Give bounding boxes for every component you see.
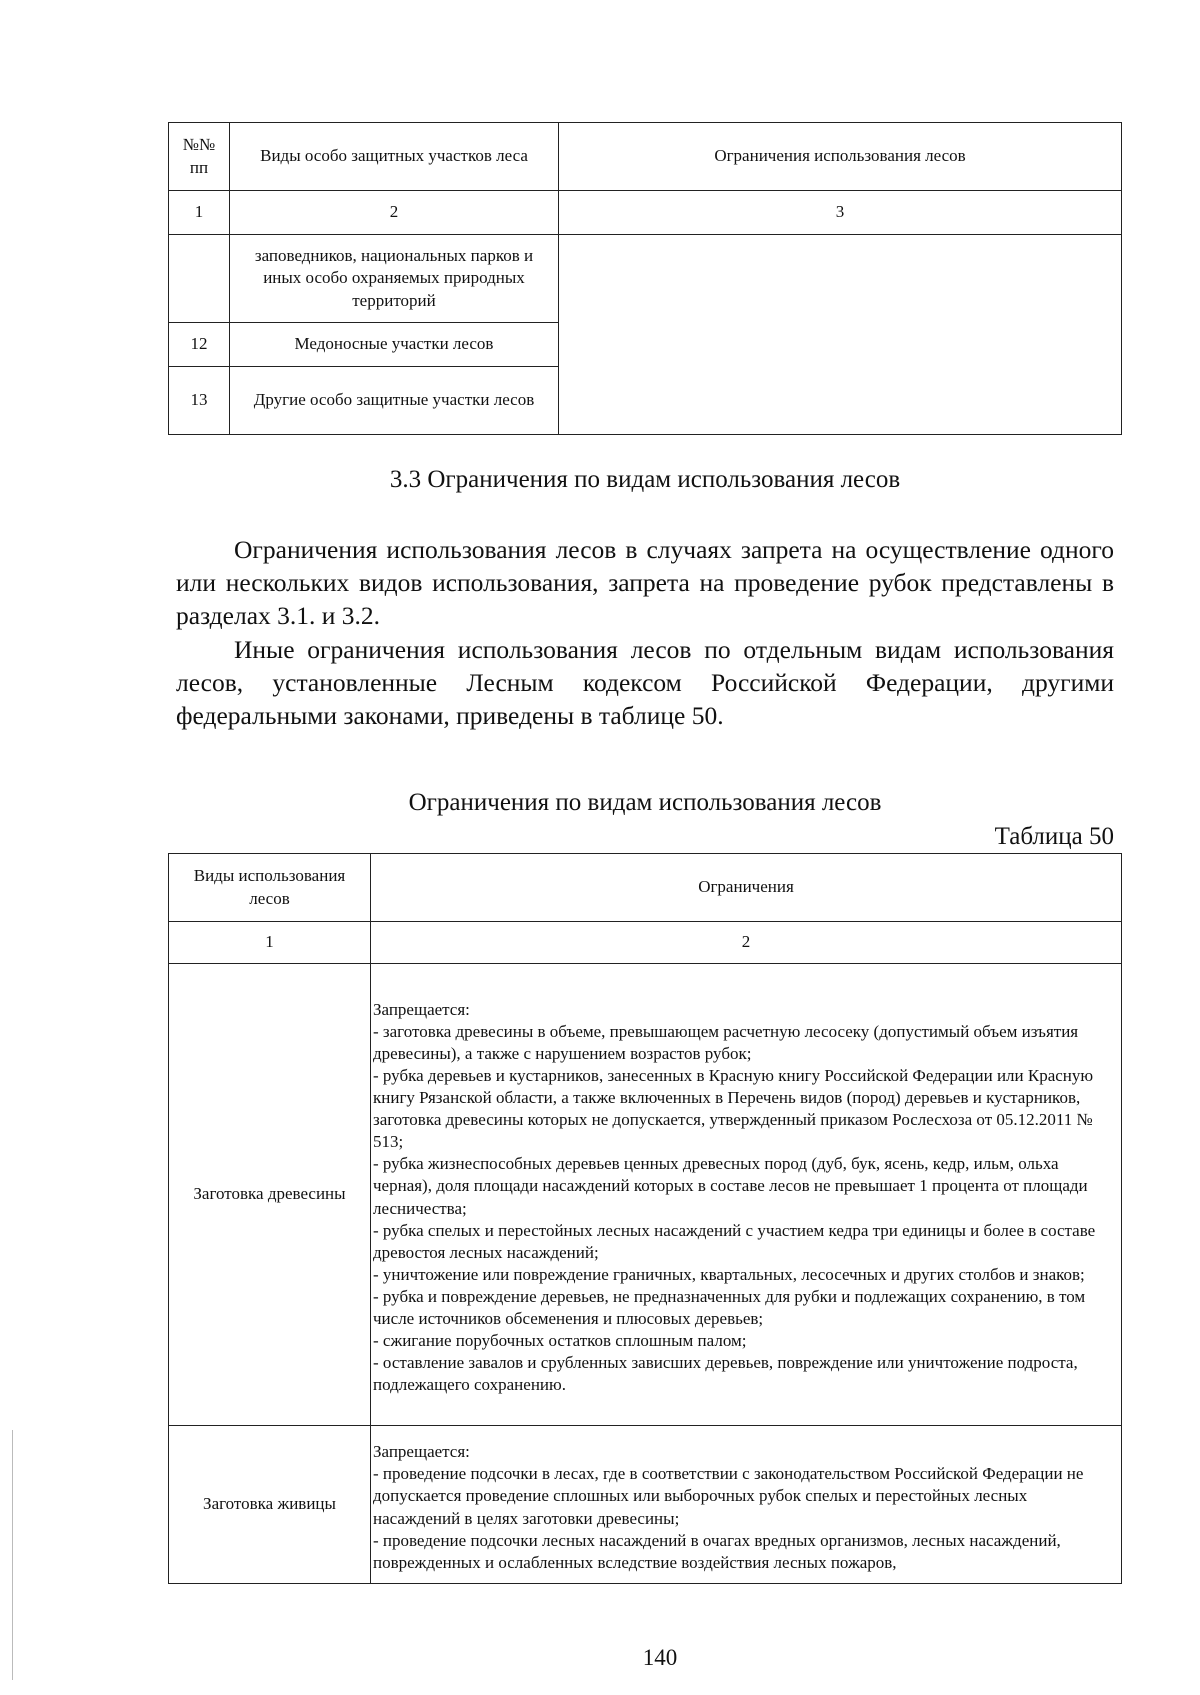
column-number: 1 — [169, 922, 371, 964]
row-area-type: Медоносные участки лесов — [230, 323, 559, 367]
column-number: 2 — [230, 191, 559, 235]
column-number-row — [169, 191, 1122, 235]
header-restrictions: Ограничения использования лесов — [559, 123, 1122, 191]
row-num — [169, 235, 230, 323]
section-heading: 3.3 Ограничения по видам использования лесов — [389, 466, 901, 493]
restriction-line: - рубка деревьев и кустарников, занесенных в Красную книгу Российской Федерации или Красную книгу Рязанской области, а также включенных в Перечень видов (пород) деревьев и кустарников, заготовка древесины которых не допускается, утвержденный приказом Рослесхоза от 05.12.2011 № 513; — [373, 1065, 1094, 1152]
row-area-type: заповедников, национальных парков и иных особо охраняемых природных территорий — [230, 235, 559, 323]
table-row — [169, 1426, 1122, 1584]
scan-margin-line — [12, 1430, 13, 1680]
restriction-line: - заготовка древесины в объеме, превышающем расчетную лесосеку (допустимый объем изъятия древесины), а также с нарушением возрастов рубок; — [373, 1021, 1079, 1063]
row-num: 12 — [169, 323, 230, 367]
restriction-line: - рубка жизнеспособных деревьев ценных древесных пород (дуб, бук, ясень, кедр, ильм, ольха черная), доля площади насаждений которых в составе лесов не превышает 1 процента от площади лесничества; — [373, 1154, 1088, 1218]
paragraph: Иные ограничения использования лесов по отдельным видам использования лесов, установленные Лесным кодексом Российской Федерации, другими федеральными законами, приведены в таблице 50. — [176, 635, 1114, 730]
table-header-row — [169, 854, 1122, 922]
restrictions-cell — [559, 235, 1122, 435]
header-area-type: Виды особо защитных участков леса — [230, 123, 559, 191]
restriction-line: - сжигание порубочных остатков сплошным палом; — [373, 1331, 747, 1351]
restriction-line: Запрещается: — [373, 1442, 470, 1462]
restrictions-text — [371, 1426, 1122, 1584]
column-number: 3 — [559, 191, 1122, 235]
page-number: 140 — [642, 1645, 678, 1670]
use-type: Заготовка живицы — [169, 1426, 371, 1584]
restriction-line: - оставление завалов и срубленных зависших деревьев, повреждение или уничтожение подроста, подлежащего сохранению. — [373, 1353, 1078, 1395]
table-row — [169, 235, 1122, 323]
table-header-row — [169, 123, 1122, 191]
restriction-line: - уничтожение или повреждение граничных, квартальных, лесосечных и других столбов и знаков; — [373, 1264, 1085, 1284]
header-restrictions: Ограничения — [371, 854, 1122, 922]
use-type: Заготовка древесины — [169, 964, 371, 1426]
table-label: Таблица 50 — [994, 823, 1114, 850]
protective-areas-table — [168, 122, 1122, 435]
paragraph: Ограничения использования лесов в случаях запрета на осуществление одного или нескольких видов использования, запрета на проведение рубок представлены в разделах 3.1. и 3.2. — [176, 535, 1114, 630]
header-num: №№ пп — [169, 123, 230, 191]
restriction-line: - рубка и повреждение деревьев, не предназначенных для рубки и подлежащих сохранению, в том числе источников обсеменения и плюсовых деревьев; — [373, 1286, 1086, 1328]
table-title: Ограничения по видам использования лесов — [408, 789, 882, 816]
table-row — [169, 964, 1122, 1426]
column-number: 1 — [169, 191, 230, 235]
restriction-line: Запрещается: — [373, 999, 470, 1019]
restriction-line: - рубка спелых и перестойных лесных насаждений с участием кедра три единицы и более в составе древостоя лесных насаждений; — [373, 1220, 1096, 1262]
restrictions-text — [371, 964, 1122, 1426]
header-use-type: Виды использования лесов — [169, 854, 371, 922]
column-number: 2 — [371, 922, 1122, 964]
restriction-line: - проведение подсочки в лесах, где в соответствии с законодательством Российской Федерации не допускается проведение сплошных или выборочных рубок спелых и перестойных лесных насаждений в целях заготовки древесины; — [373, 1464, 1084, 1528]
row-num: 13 — [169, 367, 230, 435]
restriction-line: - проведение подсочки лесных насаждений в очагах вредных организмов, лесных насаждений, поврежденных и ослабленных вследствие воздействия лесных пожаров, — [373, 1530, 1061, 1572]
column-number-row — [169, 922, 1122, 964]
row-area-type: Другие особо защитные участки лесов — [230, 367, 559, 435]
forest-use-restrictions-table — [168, 853, 1122, 1584]
